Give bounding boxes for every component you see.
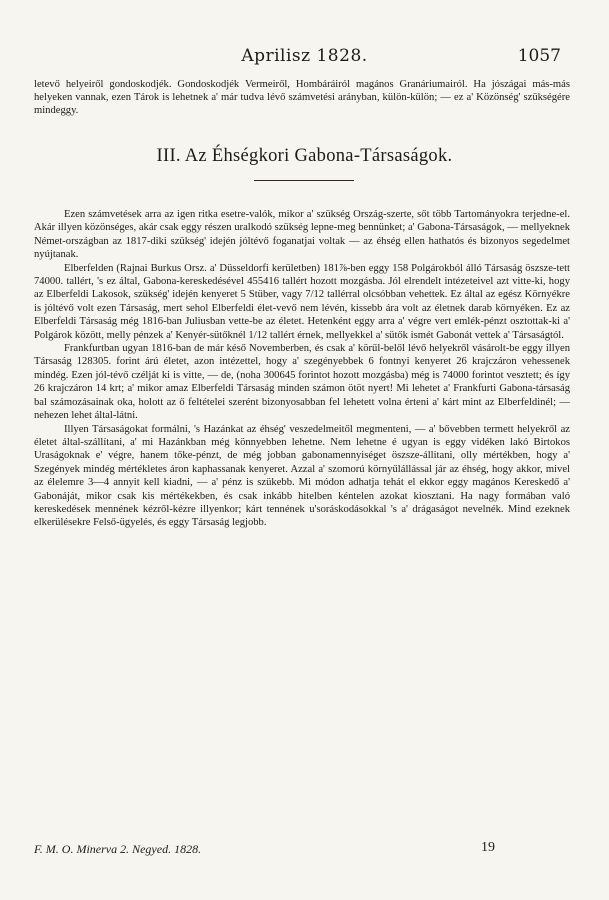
signature-mark: 19 [481, 840, 495, 855]
heading-rule [254, 180, 354, 181]
section-heading: III. Az Éhségkori Gabona-Társaságok. [156, 146, 453, 166]
main-text [34, 208, 570, 530]
running-title: Aprilisz 1828. [241, 46, 368, 66]
paragraph: Elberfelden (Rajnai Burkus Orsz. a' Düsseldorfi kerületben) 181⅞-ben eggy 158 Polgárokból álló Társaság öszsze-tett 74000. tallért, 's ez által, Gabona-kereskedésével 455416 tallért hozott mozgásba. Jól elrendelt intézeteivel azt vitte-ki, hogy az Elberfeldi Lakosok, szükség' idején kenyeret 5 Stüber, vagy 7/12 tallérral olcsóbban vehettek. Ez által az egész Környékre is jóltévő volt ezen Társaság, mert sehol Elberfeldi élet-vevő nem lévén, kissebb ára volt az életnek darab környéken. Ez az Elberfeldi Társaság még 1816-ban Juliusban vette-be az életet. Hetenként eggy arra a' végre vert emlék-pénzt osztottak-ki a' Polgárok között, melly pénzek a' Kenyér-sütőknél 1/12 tallért érnek, mellyekkel a' sütők ismét Gabonát vettek a' Társaságtól. [34, 262, 570, 341]
page-number: 1057 [517, 46, 561, 66]
intro-paragraph: letevő helyeiről gondoskodjék. Gondoskodjék Vermeiről, Hombáráiról magános Granáriumairól. Ha jószágai más-más helyeken vannak, ezen Tárok is lehetnek a' már tudva lévő számvetési arányban, külön-külön; — ez a' Közönség' szükségére mindeggy. [34, 79, 570, 117]
paragraph: Frankfurtban ugyan 1816-ban de már késő Novemberben, és csak a' körűl-belől lévő helyekről vásárolt-be eggy illyen Társaság 128305. forint árú életet, azon intézettel, hogy a' szegényebbek 6 fontnyi kenyeret 26 krajczáron vehessenek mindég. Ezen jól-tévő czélját ki is vitte, — de, (noha 300645 forintot hozott mozgásba) még is 74000 forintot vesztett; és így 26 krajczáron 14 krt; a' mikor amaz Elberfeldi Társaság minden számon ötöt nyert! Mi lehetet a' Frankfurti Gabona-társaság bal számozásainak oka, holott az ő feltételei szerént bizonyosabban fel lehetett volna érteni a' kárt mint az Elberfeldinél; — nehezen lehet által-látni. [34, 343, 570, 422]
paragraph: Illyen Társaságokat formálni, 's Hazánkat az éhség' veszedelmeitől megmenteni, — a' bővebben termett helyekről az életet által-szállítani, a' mi Hazánkban még könnyebben lehetne. Nem lehetne é ugyan is eggy vidéken lakó Birtokos Uraságoknak e' végre, hanem tőke-pénzt, de még jobban gabonamennyiséget öszsze-állitani, olly mértékben, hogy a' Szegények mindég mértékletes áron kaphassanak kenyeret. Azzal a' szomorú környűlállással jár az éhség, hogy akkor, mivel az élelemre 3—4 annyit kell kiadni, — a' pénz is szükebb. Mi módon adhatja tehát el ekkor eggy magános Kereskedő a' Gabonáját, mikor csak kis mértékekben, és csak inkább hitelben kéntelen azokat kiosztani. Ha nagy formában való kereskedések mennének kézről-kézre illyenkor; kárt tennének u'soráskodásokkal 's a' drágaságot nevelnék. Mind ezeknek elkerülésekre Felső-ügyelés, és eggy Társaság legjobb. [34, 423, 570, 529]
footer [34, 842, 569, 860]
paragraph: Ezen számvetések arra az igen ritka esetre-valók, mikor a' szükség Ország-szerte, sőt több Tartományokra terjedne-el. Akár illyen közönséges, akár csak eggy részen uralkodó szükség lepne-meg bennünket; a' Gabona-Társaságok, — mellyeknek Német-országban az 1817-diki szükség' idején jóltévő foganatjai voltak — az éhség ellen hathatós és bizonyos segedelmet nyújtanak. [34, 209, 570, 261]
running-head [0, 46, 609, 72]
footer-citation: F. M. O. Minerva 2. Negyed. 1828. [34, 842, 202, 856]
